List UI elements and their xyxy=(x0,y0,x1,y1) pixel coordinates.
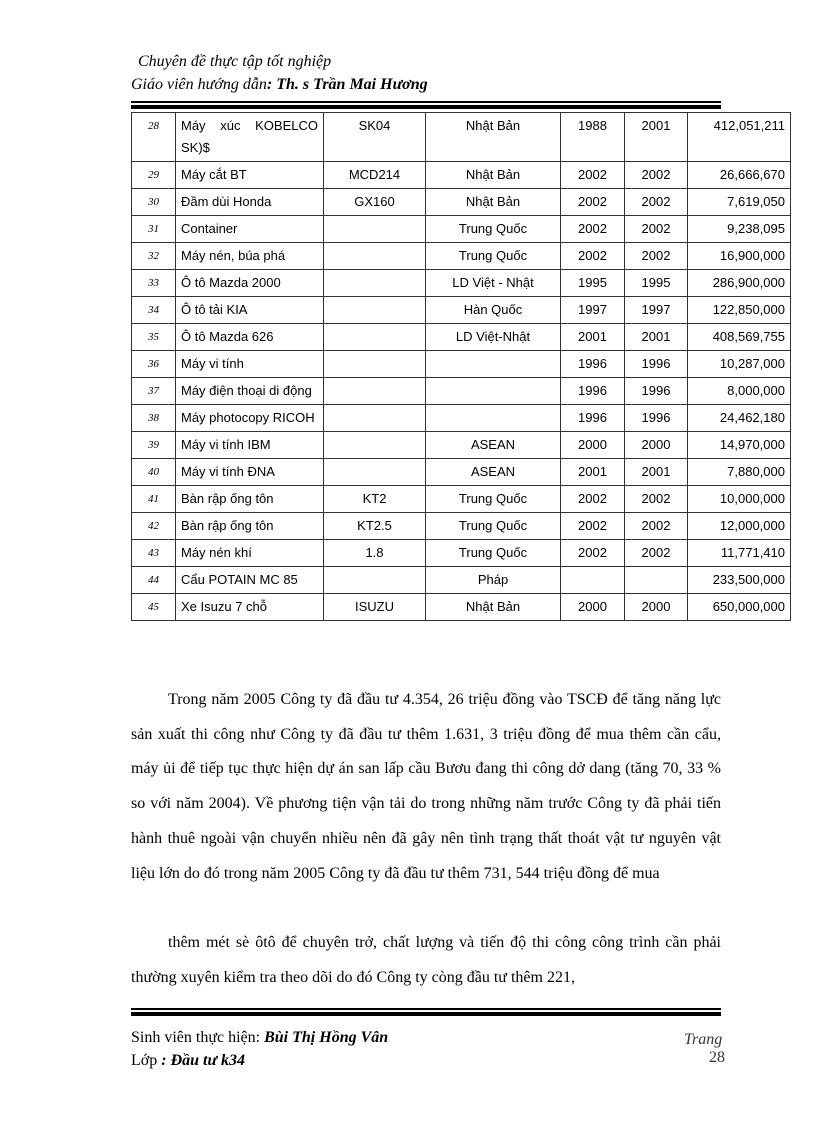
cell-value: 408,569,755 xyxy=(688,324,791,351)
cell-equipment-name: Xe Isuzu 7 chỗ xyxy=(176,594,324,621)
cell-model xyxy=(324,216,426,243)
table-row xyxy=(132,540,791,567)
cell-model xyxy=(324,567,426,594)
cell-year-in-use: 2002 xyxy=(625,243,688,270)
cell-equipment-name: Máy nén khí xyxy=(176,540,324,567)
cell-year-manufactured: 1996 xyxy=(561,405,625,432)
cell-year-in-use: 2002 xyxy=(625,162,688,189)
cell-no: 44 xyxy=(132,567,176,594)
cell-origin: Nhật Bản xyxy=(426,189,561,216)
cell-model xyxy=(324,405,426,432)
cell-value: 8,000,000 xyxy=(688,378,791,405)
cell-year-manufactured: 1996 xyxy=(561,378,625,405)
cell-equipment-name: Ô tô tải KIA xyxy=(176,297,324,324)
cell-origin: ASEAN xyxy=(426,459,561,486)
cell-equipment-name: Cẩu POTAIN MC 85 xyxy=(176,567,324,594)
header-document-title: Chuyên đề thực tập tốt nghiệp xyxy=(138,53,332,70)
cell-no: 28 xyxy=(132,113,176,162)
cell-equipment-name: Máy vi tính IBM xyxy=(176,432,324,459)
cell-year-in-use: 2002 xyxy=(625,486,688,513)
cell-model: ISUZU xyxy=(324,594,426,621)
cell-year-manufactured xyxy=(561,567,625,594)
cell-year-manufactured: 1995 xyxy=(561,270,625,297)
cell-equipment-name: Bàn rập ống tôn xyxy=(176,513,324,540)
cell-year-manufactured: 2002 xyxy=(561,189,625,216)
table-row xyxy=(132,162,791,189)
cell-year-in-use: 2002 xyxy=(625,540,688,567)
footer-class-value: : Đầu tư k34 xyxy=(161,1052,246,1069)
cell-origin: Trung Quốc xyxy=(426,486,561,513)
cell-value: 9,238,095 xyxy=(688,216,791,243)
table-row xyxy=(132,378,791,405)
header-advisor-label: Giáo viên hướng dẫn xyxy=(131,76,267,93)
cell-value: 12,000,000 xyxy=(688,513,791,540)
cell-year-manufactured: 2002 xyxy=(561,162,625,189)
cell-origin: Hàn Quốc xyxy=(426,297,561,324)
cell-value: 286,900,000 xyxy=(688,270,791,297)
cell-value: 412,051,211 xyxy=(688,113,791,162)
cell-no: 31 xyxy=(132,216,176,243)
cell-model: KT2.5 xyxy=(324,513,426,540)
table-row xyxy=(132,189,791,216)
cell-value: 122,850,000 xyxy=(688,297,791,324)
cell-year-in-use: 2001 xyxy=(625,113,688,162)
footer-student-label: Sinh viên thực hiện: xyxy=(131,1029,265,1046)
cell-year-in-use: 2001 xyxy=(625,459,688,486)
cell-year-in-use: 2002 xyxy=(625,189,688,216)
cell-origin xyxy=(426,378,561,405)
cell-model xyxy=(324,351,426,378)
cell-no: 38 xyxy=(132,405,176,432)
cell-origin xyxy=(426,351,561,378)
cell-origin: Nhật Bản xyxy=(426,113,561,162)
table-row xyxy=(132,113,791,162)
footer-page-label: Trang xyxy=(684,1031,723,1048)
cell-year-manufactured: 1988 xyxy=(561,113,625,162)
cell-model: 1.8 xyxy=(324,540,426,567)
cell-model: SK04 xyxy=(324,113,426,162)
footer-class-label: Lớp xyxy=(131,1052,162,1069)
cell-model xyxy=(324,297,426,324)
cell-value: 650,000,000 xyxy=(688,594,791,621)
cell-year-in-use: 1996 xyxy=(625,378,688,405)
cell-origin: Trung Quốc xyxy=(426,513,561,540)
cell-year-manufactured: 1996 xyxy=(561,351,625,378)
body-paragraph-2: thêm mét sè ôtô để chuyên trở, chất lượng và tiến độ thi công công trình cần phải thường xuyên kiểm tra theo dõi do đó Công ty còng đầu tư thêm 221, xyxy=(131,934,721,986)
cell-model: KT2 xyxy=(324,486,426,513)
cell-equipment-name: Container xyxy=(176,216,324,243)
cell-equipment-name: Máy điện thoại di động xyxy=(176,378,324,405)
cell-equipment-name: Bàn rập ống tôn xyxy=(176,486,324,513)
header-advisor-name: : Th. s Trần Mai Hương xyxy=(266,76,428,93)
cell-no: 33 xyxy=(132,270,176,297)
cell-year-in-use: 2000 xyxy=(625,432,688,459)
cell-year-in-use: 1997 xyxy=(625,297,688,324)
cell-model: MCD214 xyxy=(324,162,426,189)
cell-origin: Nhật Bản xyxy=(426,162,561,189)
cell-year-in-use: 2002 xyxy=(625,513,688,540)
table-row xyxy=(132,459,791,486)
table-row xyxy=(132,243,791,270)
cell-model: GX160 xyxy=(324,189,426,216)
cell-no: 29 xyxy=(132,162,176,189)
cell-origin: Nhật Bản xyxy=(426,594,561,621)
footer-rule-thin xyxy=(131,1008,721,1010)
body-paragraph-1: Trong năm 2005 Công ty đã đầu tư 4.354, 26 triệu đồng vào TSCĐ để tăng năng lực sản xuất thi công như Công ty đã đầu tư thêm 1.631, 3 triệu đồng để mua thêm cần cẩu, máy ủi để tiếp tục thực hiện dự án san lấp cầu Bươu đang thi công dở dang (tăng 70, 33 % so với năm 2004). Về phương tiện vận tải do trong những năm trước Công ty đã phải tiến hành thuê ngoài vận chuyển nhiều nên đã gây nên tình trạng thất thoát vật tư nguyên vật liệu lớn do đó trong năm 2005 Công ty đã đầu tư thêm 731, 544 triệu đồng để mua xyxy=(131,691,721,882)
cell-year-manufactured: 1997 xyxy=(561,297,625,324)
cell-equipment-name: Ô tô Mazda 2000 xyxy=(176,270,324,297)
equipment-table-body xyxy=(132,113,791,621)
cell-value: 7,619,050 xyxy=(688,189,791,216)
cell-no: 39 xyxy=(132,432,176,459)
cell-no: 40 xyxy=(132,459,176,486)
cell-value: 24,462,180 xyxy=(688,405,791,432)
cell-equipment-name: Máy vi tính ĐNA xyxy=(176,459,324,486)
cell-year-in-use: 1995 xyxy=(625,270,688,297)
cell-year-manufactured: 2000 xyxy=(561,594,625,621)
equipment-table xyxy=(131,112,791,621)
cell-model xyxy=(324,459,426,486)
cell-no: 43 xyxy=(132,540,176,567)
cell-year-manufactured: 2002 xyxy=(561,216,625,243)
table-row xyxy=(132,351,791,378)
cell-equipment-name: Máy xúc KOBELCO SK)$ xyxy=(176,113,324,162)
cell-value: 10,287,000 xyxy=(688,351,791,378)
table-row xyxy=(132,432,791,459)
table-row xyxy=(132,513,791,540)
cell-origin: Trung Quốc xyxy=(426,540,561,567)
cell-year-in-use: 2000 xyxy=(625,594,688,621)
cell-model xyxy=(324,243,426,270)
cell-equipment-name: Máy photocopy RICOH xyxy=(176,405,324,432)
cell-year-manufactured: 2000 xyxy=(561,432,625,459)
footer-class xyxy=(131,1052,245,1070)
cell-value: 11,771,410 xyxy=(688,540,791,567)
cell-year-manufactured: 2001 xyxy=(561,459,625,486)
cell-origin: Trung Quốc xyxy=(426,243,561,270)
table-row xyxy=(132,270,791,297)
cell-model xyxy=(324,378,426,405)
cell-origin: LD Việt - Nhật xyxy=(426,270,561,297)
cell-no: 36 xyxy=(132,351,176,378)
cell-origin: Pháp xyxy=(426,567,561,594)
cell-model xyxy=(324,324,426,351)
table-row xyxy=(132,216,791,243)
cell-origin: LD Việt-Nhật xyxy=(426,324,561,351)
cell-year-manufactured: 2002 xyxy=(561,540,625,567)
cell-origin xyxy=(426,405,561,432)
cell-value: 16,900,000 xyxy=(688,243,791,270)
cell-year-manufactured: 2001 xyxy=(561,324,625,351)
cell-year-in-use xyxy=(625,567,688,594)
footer-student xyxy=(131,1029,388,1047)
cell-year-manufactured: 2002 xyxy=(561,486,625,513)
cell-no: 37 xyxy=(132,378,176,405)
cell-equipment-name: Máy vi tính xyxy=(176,351,324,378)
footer-student-name: Bùi Thị Hồng Vân xyxy=(264,1029,389,1046)
cell-year-in-use: 2001 xyxy=(625,324,688,351)
cell-value: 7,880,000 xyxy=(688,459,791,486)
cell-equipment-name: Đầm dùi Honda xyxy=(176,189,324,216)
cell-origin: ASEAN xyxy=(426,432,561,459)
footer-page-number: 28 xyxy=(709,1049,725,1066)
cell-year-in-use: 2002 xyxy=(625,216,688,243)
cell-value: 26,666,670 xyxy=(688,162,791,189)
cell-year-in-use: 1996 xyxy=(625,351,688,378)
cell-equipment-name: Máy cắt BT xyxy=(176,162,324,189)
table-row xyxy=(132,297,791,324)
cell-no: 32 xyxy=(132,243,176,270)
cell-model xyxy=(324,432,426,459)
cell-no: 35 xyxy=(132,324,176,351)
cell-no: 42 xyxy=(132,513,176,540)
cell-value: 10,000,000 xyxy=(688,486,791,513)
table-row xyxy=(132,324,791,351)
cell-origin: Trung Quốc xyxy=(426,216,561,243)
cell-year-in-use: 1996 xyxy=(625,405,688,432)
footer-rule-thick xyxy=(131,1012,721,1016)
cell-year-manufactured: 2002 xyxy=(561,513,625,540)
cell-no: 41 xyxy=(132,486,176,513)
header-rule-thick xyxy=(131,105,721,109)
header-advisor xyxy=(131,76,428,94)
table-row xyxy=(132,486,791,513)
cell-model xyxy=(324,270,426,297)
table-row xyxy=(132,405,791,432)
header-rule-thin xyxy=(131,101,721,103)
cell-year-manufactured: 2002 xyxy=(561,243,625,270)
table-row xyxy=(132,567,791,594)
cell-no: 45 xyxy=(132,594,176,621)
cell-no: 34 xyxy=(132,297,176,324)
cell-value: 233,500,000 xyxy=(688,567,791,594)
cell-value: 14,970,000 xyxy=(688,432,791,459)
cell-equipment-name: Ô tô Mazda 626 xyxy=(176,324,324,351)
cell-no: 30 xyxy=(132,189,176,216)
table-row xyxy=(132,594,791,621)
cell-equipment-name: Máy nén, búa phá xyxy=(176,243,324,270)
